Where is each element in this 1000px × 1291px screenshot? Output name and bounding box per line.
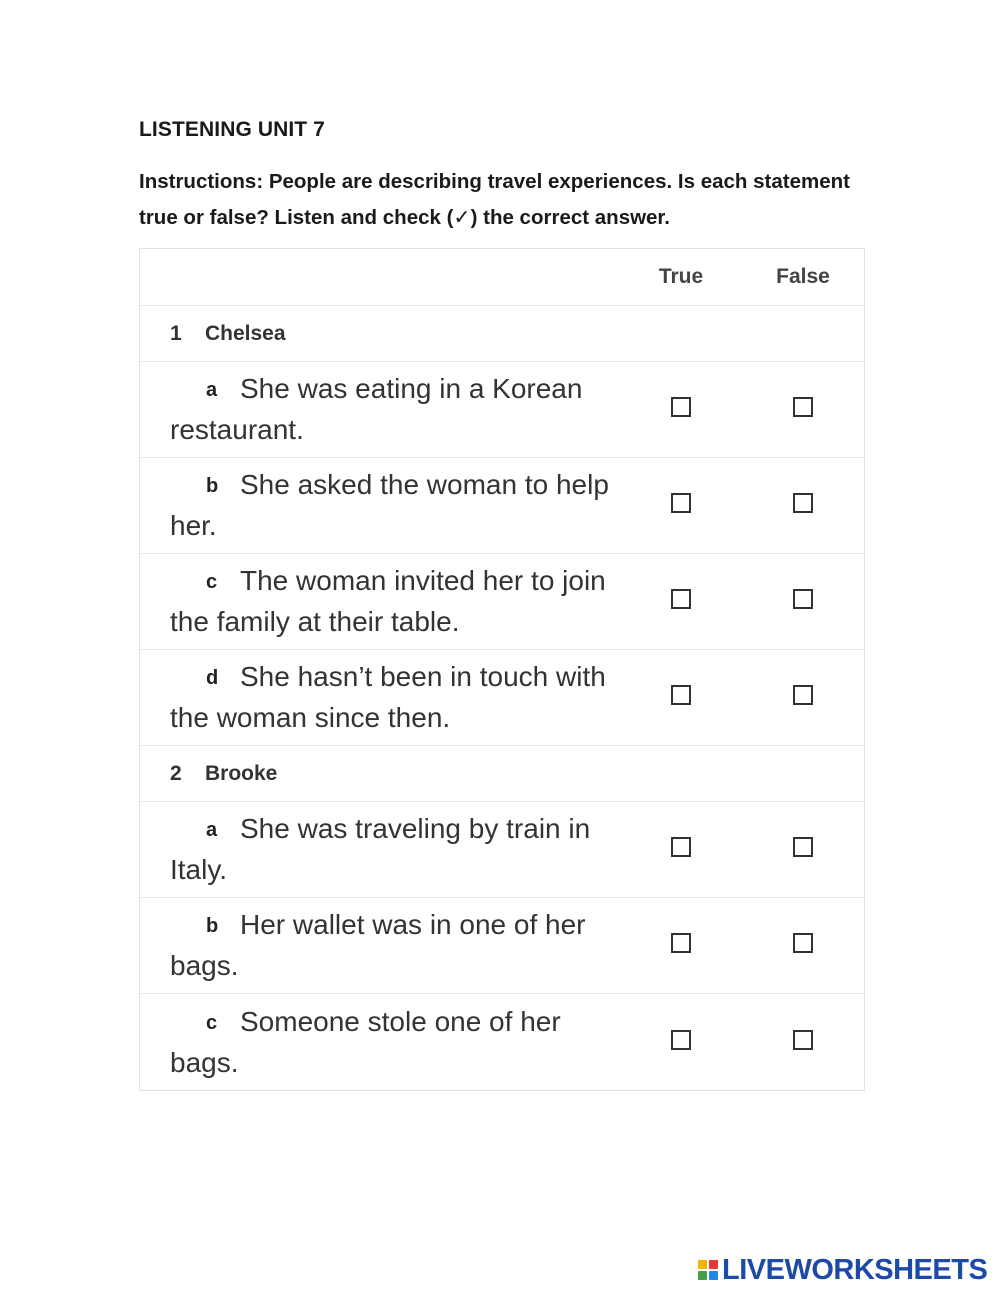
statement-letter: a (206, 379, 218, 401)
statement-text: She hasn’t been in touch with the woman since then. (170, 661, 606, 733)
column-header-false: False (776, 265, 830, 288)
statement-text: She was eating in a Korean restaurant. (170, 373, 583, 445)
statement-letter: a (206, 819, 218, 841)
section-number: 1 (170, 321, 182, 345)
statement-row (140, 650, 864, 746)
false-checkbox[interactable] (793, 493, 813, 513)
instructions: Instructions: People are describing travel experiences. Is each statement true or false? Listen and check (✓) the correct answer. (139, 170, 850, 229)
false-checkbox[interactable] (793, 1030, 813, 1050)
false-checkbox[interactable] (793, 933, 813, 953)
false-checkbox[interactable] (793, 397, 813, 417)
logo-text: LIVEWORKSHEETS (722, 1253, 988, 1286)
statement-letter: b (206, 475, 219, 497)
true-false-table (139, 248, 865, 1091)
statement-row (140, 554, 864, 650)
section-row-brooke (140, 746, 864, 802)
true-checkbox[interactable] (671, 933, 691, 953)
statement-letter: c (206, 571, 218, 593)
statement-row (140, 802, 864, 898)
true-checkbox[interactable] (671, 685, 691, 705)
statement-letter: c (206, 1011, 218, 1034)
true-checkbox[interactable] (671, 1030, 691, 1050)
false-checkbox[interactable] (793, 589, 813, 609)
false-checkbox[interactable] (793, 837, 813, 857)
logo-mark-icon (698, 1260, 718, 1280)
statement-row (140, 362, 864, 458)
statement-text: The woman invited her to join the family at their table. (170, 565, 606, 637)
statement-row (140, 458, 864, 554)
true-checkbox[interactable] (671, 397, 691, 417)
true-checkbox[interactable] (671, 837, 691, 857)
page-title: LISTENING UNIT 7 (139, 118, 325, 141)
statement-row (140, 898, 864, 994)
true-checkbox[interactable] (671, 589, 691, 609)
false-checkbox[interactable] (793, 685, 813, 705)
table-header-row (140, 249, 864, 306)
statement-text: Her wallet was in one of her bags. (170, 909, 586, 981)
section-number: 2 (170, 761, 182, 785)
statement-letter: d (206, 667, 219, 689)
statement-letter: b (206, 915, 219, 937)
section-row-chelsea (140, 306, 864, 362)
column-header-true: True (658, 265, 704, 288)
statement-text: She was traveling by train in Italy. (170, 813, 591, 885)
true-checkbox[interactable] (671, 493, 691, 513)
section-name: Chelsea (205, 321, 286, 345)
section-name: Brooke (205, 761, 278, 785)
liveworksheets-logo (698, 1253, 987, 1287)
statement-text: Someone stole one of her bags. (170, 1005, 561, 1078)
statement-text: She asked the woman to help her. (170, 469, 609, 541)
statement-row (140, 994, 864, 1090)
